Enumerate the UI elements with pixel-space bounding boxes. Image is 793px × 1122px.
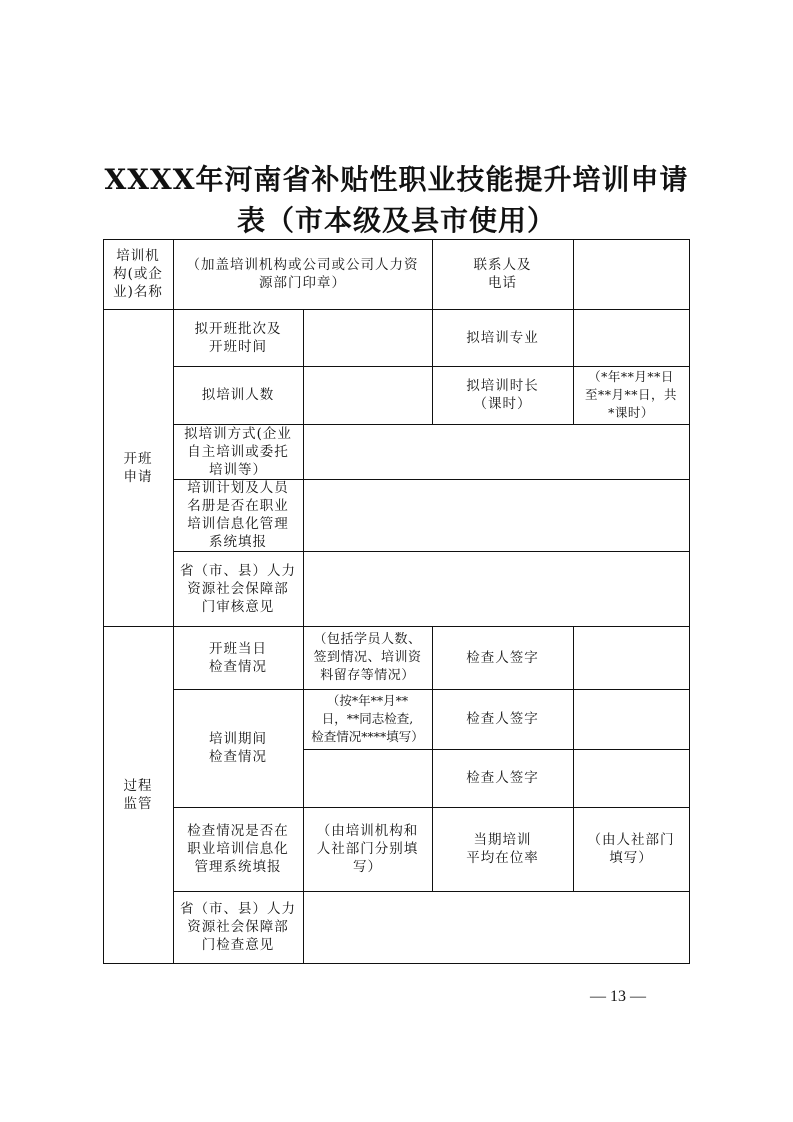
attendance-rate-field[interactable]: （由人社部门 填写）: [587, 832, 675, 866]
trainee-count-label: 拟培训人数: [201, 387, 275, 403]
period-check-field-1[interactable]: （按*年**月** 日，**同志检查, 检查情况****填写）: [311, 693, 424, 744]
org-name-field[interactable]: （加盖培训机构或公司或公司人力资 源部门印章）: [186, 257, 419, 291]
section-label-open-class: 开班 申请: [123, 450, 153, 485]
opening-check-label: 开班当日 检查情况: [209, 640, 267, 675]
section-label-process-supervision: 过程 监管: [123, 777, 153, 812]
major-field[interactable]: [573, 309, 689, 366]
inspection-opinion-label: 省（市、县）人力 资源社会保障部 门检查意见: [180, 901, 296, 953]
form-title-line-2: 表（市本级及县市使用）: [236, 204, 556, 237]
table-border-bottom: [103, 963, 690, 964]
inspector-sign-field-1[interactable]: [573, 626, 689, 689]
table-border-right: [689, 239, 690, 964]
system-fill-label: 检查情况是否在 职业培训信息化 管理系统填报: [187, 823, 289, 875]
plan-filed-field[interactable]: [303, 479, 689, 551]
batch-time-field[interactable]: [303, 309, 432, 366]
period-check-label: 培训期间 检查情况: [209, 731, 267, 765]
system-fill-field[interactable]: （由培训机构和 人社部门分别填 写）: [316, 823, 419, 875]
form-title-line-1: XXXX年河南省补贴性职业技能提升培训申请: [104, 163, 689, 196]
trainee-count-field[interactable]: [303, 366, 432, 424]
method-field[interactable]: [303, 424, 689, 479]
batch-time-label: 拟开班批次及 开班时间: [194, 320, 282, 355]
major-label: 拟培训专业: [466, 329, 539, 346]
inspection-opinion-field[interactable]: [303, 891, 689, 963]
inspector-sign-label-2: 检查人签字: [466, 711, 539, 727]
inspector-sign-field-2[interactable]: [573, 689, 689, 749]
contact-field[interactable]: [573, 239, 689, 309]
inspector-sign-label-3: 检查人签字: [466, 770, 539, 786]
attendance-rate-label: 当期培训 平均在位率: [466, 832, 539, 866]
duration-field[interactable]: （*年**月**日 至**月**日，共 *课时）: [584, 369, 677, 420]
contact-label: 联系人及 电话: [473, 257, 532, 291]
duration-label: 拟培训时长 （课时）: [466, 378, 539, 412]
org-name-label: 培训机 构(或企 业)名称: [113, 248, 163, 300]
page-number: — 13 —: [590, 988, 646, 1005]
opening-check-field[interactable]: （包括学员人数、 签到情况、培训资 料留存等情况）: [313, 631, 422, 683]
plan-filed-label: 培训计划及人员 名册是否在职业 培训信息化管理 系统填报: [187, 480, 289, 550]
period-check-field-2[interactable]: [303, 749, 432, 807]
review-opinion-label: 省（市、县）人力 资源社会保障部 门审核意见: [180, 562, 296, 615]
method-label: 拟培训方式(企业 自主培训或委托 培训等）: [184, 425, 292, 478]
review-opinion-field[interactable]: [303, 551, 689, 626]
inspector-sign-label-1: 检查人签字: [466, 649, 539, 666]
inspector-sign-field-3[interactable]: [573, 749, 689, 807]
